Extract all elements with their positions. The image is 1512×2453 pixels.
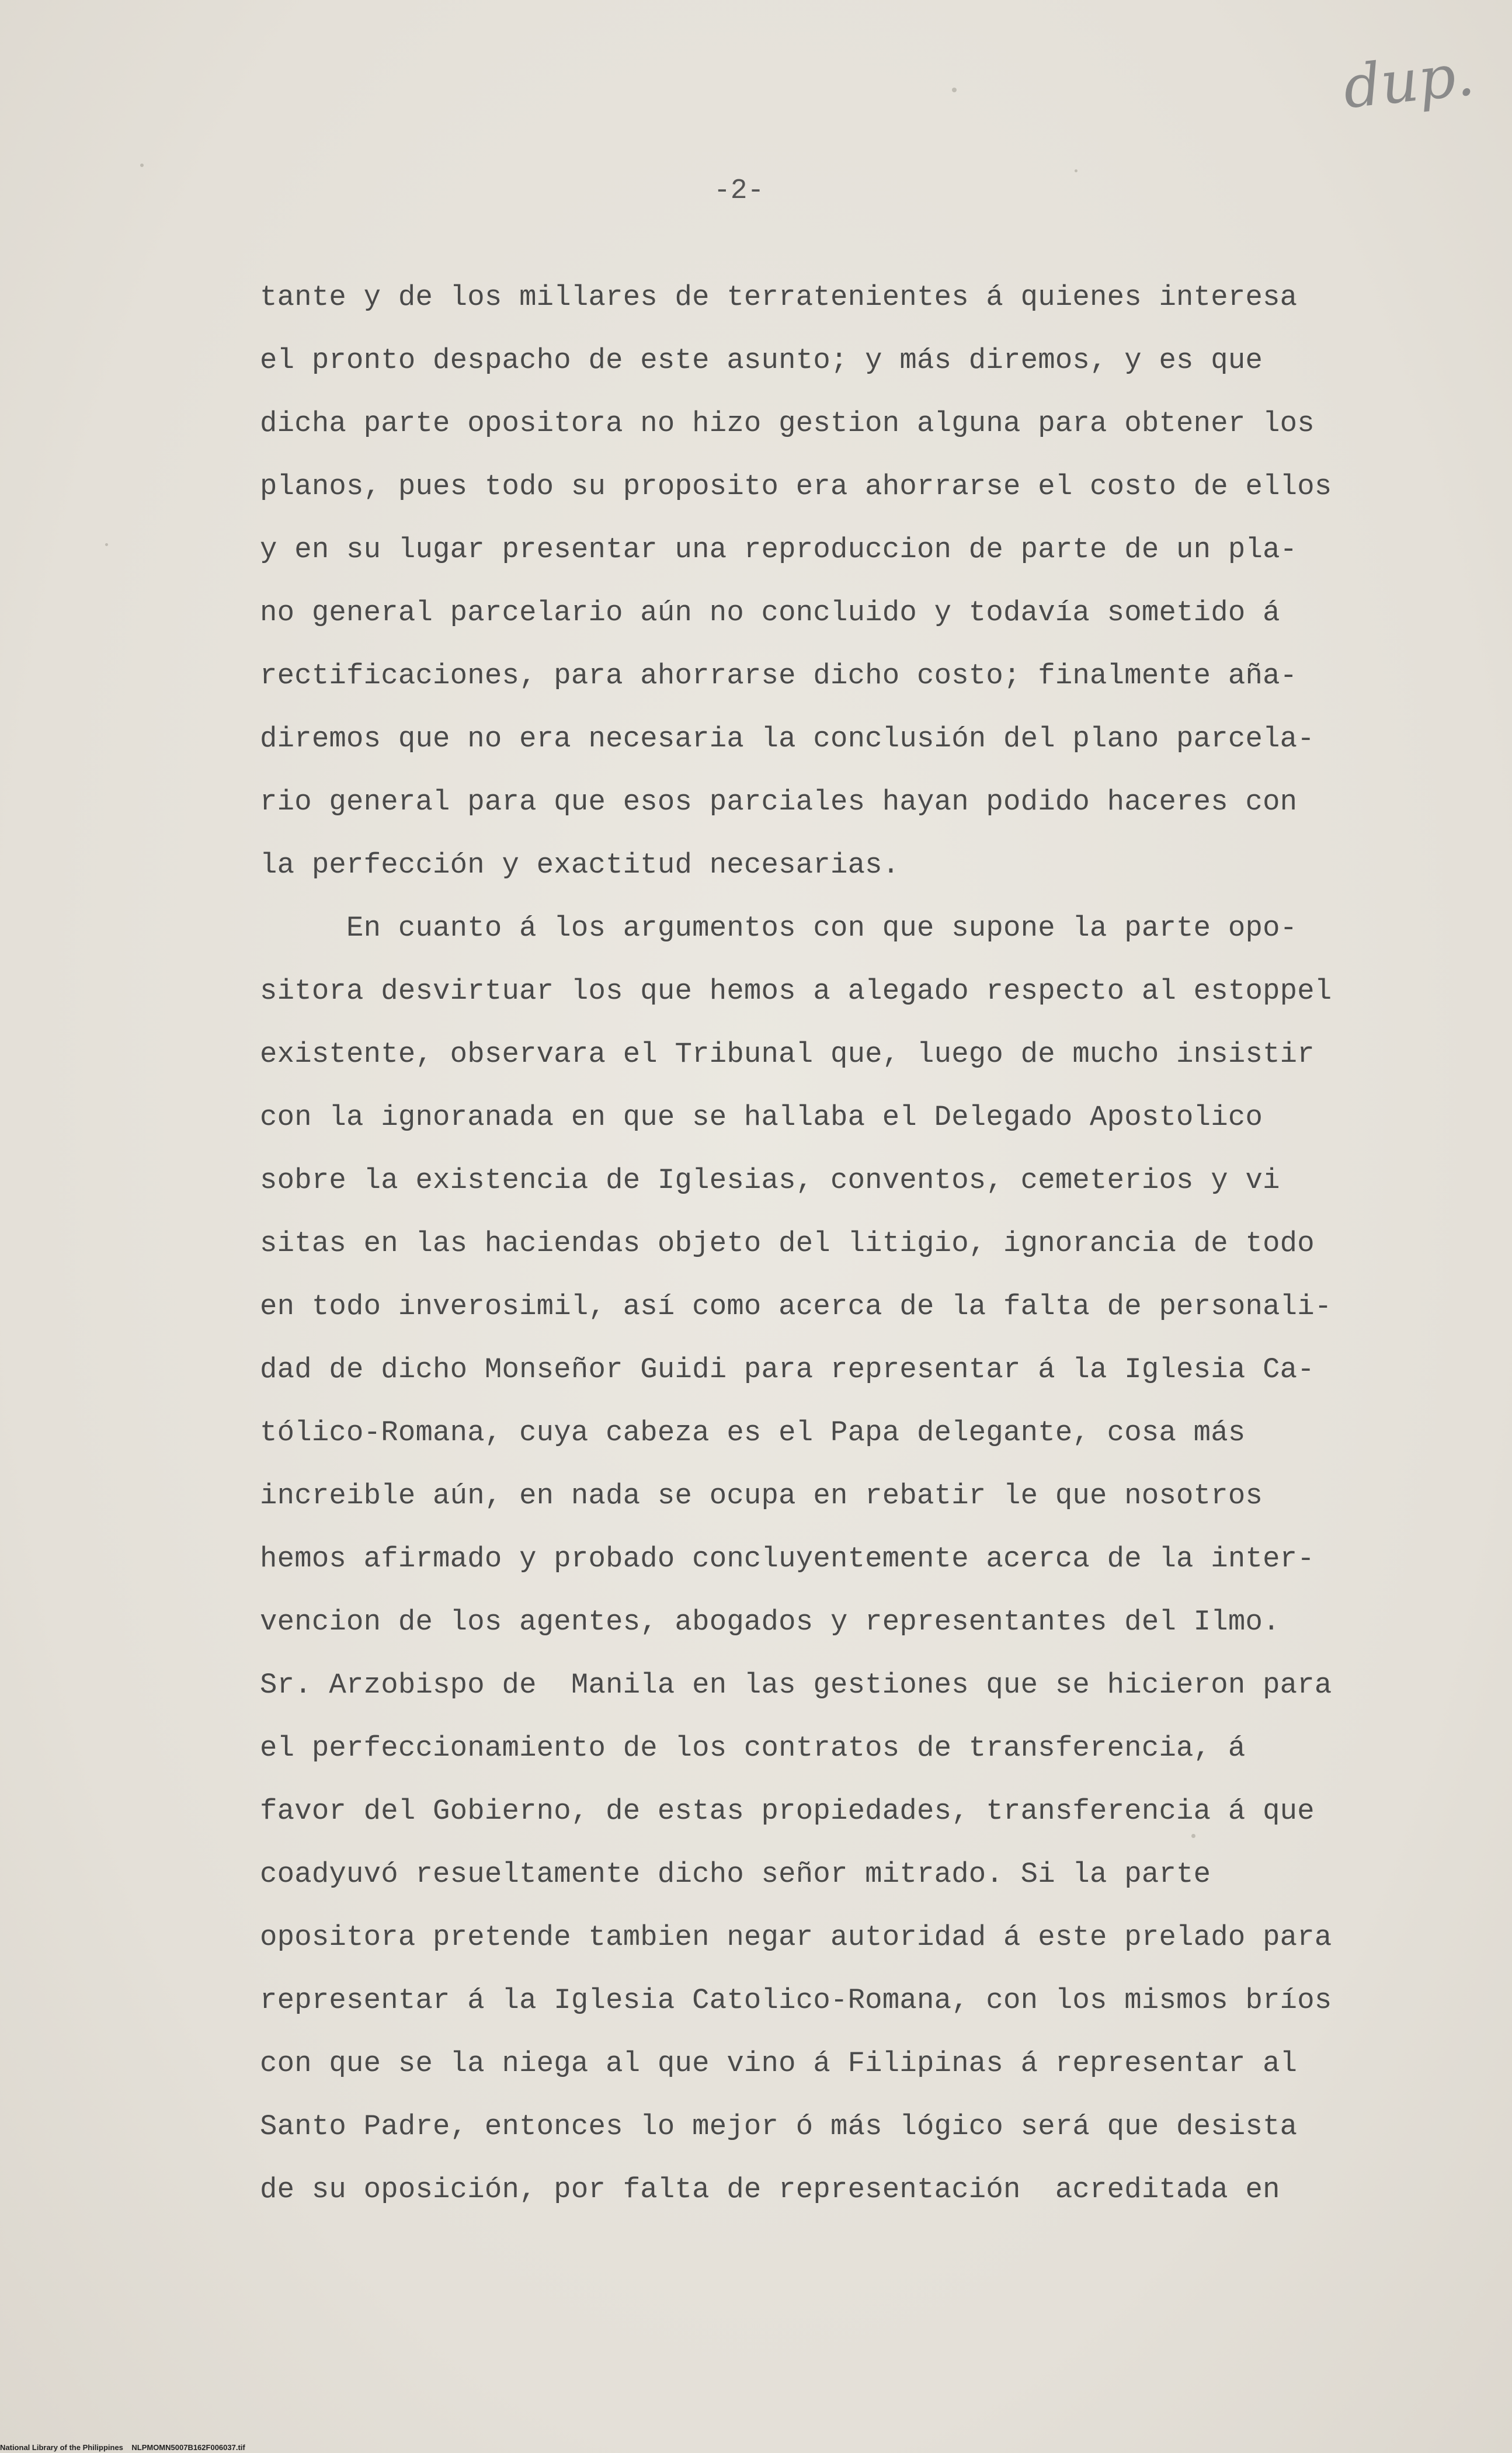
text-line: increible aún, en nada se ocupa en rebatir le que nosotros [260, 1479, 1263, 1512]
text-line: coadyuvó resueltamente dicho señor mitrado. Si la parte [260, 1858, 1211, 1891]
text-line: en todo inverosimil, así como acerca de la falta de personali- [260, 1290, 1332, 1323]
text-line: favor del Gobierno, de estas propiedades, transferencia á que [260, 1795, 1315, 1827]
page-number: -2- [714, 175, 764, 207]
text-line: el pronto despacho de este asunto; y más diremos, y es que [260, 344, 1263, 377]
text-line: con la ignoranada en que se hallaba el Delegado Apostolico [260, 1101, 1263, 1134]
text-line: diremos que no era necesaria la conclusión del plano parcela- [260, 722, 1315, 755]
text-line: En cuanto á los argumentos con que supone la parte opo- [260, 912, 1298, 944]
text-line: sitora desvirtuar los que hemos a alegado respecto al estoppel [260, 975, 1332, 1007]
text-line: rio general para que esos parciales hayan podido haceres con [260, 786, 1298, 818]
text-line: dicha parte opositora no hizo gestion alguna para obtener los [260, 407, 1315, 440]
text-line: no general parcelario aún no concluido y todavía sometido á [260, 596, 1280, 629]
paper-speck [105, 543, 108, 546]
text-line: planos, pues todo su proposito era ahorrarse el costo de ellos [260, 470, 1332, 503]
handwritten-annotation: dup. [1340, 40, 1478, 122]
text-line: tólico-Romana, cuya cabeza es el Papa delegante, cosa más [260, 1416, 1246, 1449]
text-line: con que se la niega al que vino á Filipinas á representar al [260, 2047, 1298, 2080]
text-line: tante y de los millares de terratenientes á quienes interesa [260, 281, 1298, 314]
text-line: rectificaciones, para ahorrarse dicho costo; finalmente aña- [260, 659, 1298, 692]
text-line: y en su lugar presentar una reproduccion de parte de un pla- [260, 533, 1298, 566]
text-line: opositora pretende tambien negar autoridad á este prelado para [260, 1921, 1332, 1954]
paper-speck [952, 88, 957, 92]
paper-speck [140, 164, 144, 167]
text-line: el perfeccionamiento de los contratos de transferencia, á [260, 1732, 1246, 1764]
body-text [260, 266, 1332, 2221]
archive-footer: National Library of the Philippines NLPMOMN5007B162F006037.tif [0, 2443, 245, 2452]
text-line: vencion de los agentes, abogados y representantes del Ilmo. [260, 1606, 1280, 1638]
text-line: dad de dicho Monseñor Guidi para representar á la Iglesia Ca- [260, 1353, 1315, 1386]
text-line: sobre la existencia de Iglesias, conventos, cemeterios y vi [260, 1164, 1280, 1197]
text-line: existente, observara el Tribunal que, luego de mucho insistir [260, 1038, 1315, 1071]
text-line: hemos afirmado y probado concluyentemente acerca de la inter- [260, 1542, 1315, 1575]
paper-speck [1075, 169, 1077, 172]
text-line: sitas en las haciendas objeto del litigio, ignorancia de todo [260, 1227, 1315, 1260]
text-line: de su oposición, por falta de representación acreditada en [260, 2173, 1280, 2206]
text-line: Santo Padre, entonces lo mejor ó más lógico será que desista [260, 2110, 1298, 2143]
text-line: la perfección y exactitud necesarias. [260, 849, 900, 881]
text-line: Sr. Arzobispo de Manila en las gestiones que se hicieron para [260, 1669, 1332, 1701]
text-line: representar á la Iglesia Catolico-Romana, con los mismos bríos [260, 1984, 1332, 2017]
